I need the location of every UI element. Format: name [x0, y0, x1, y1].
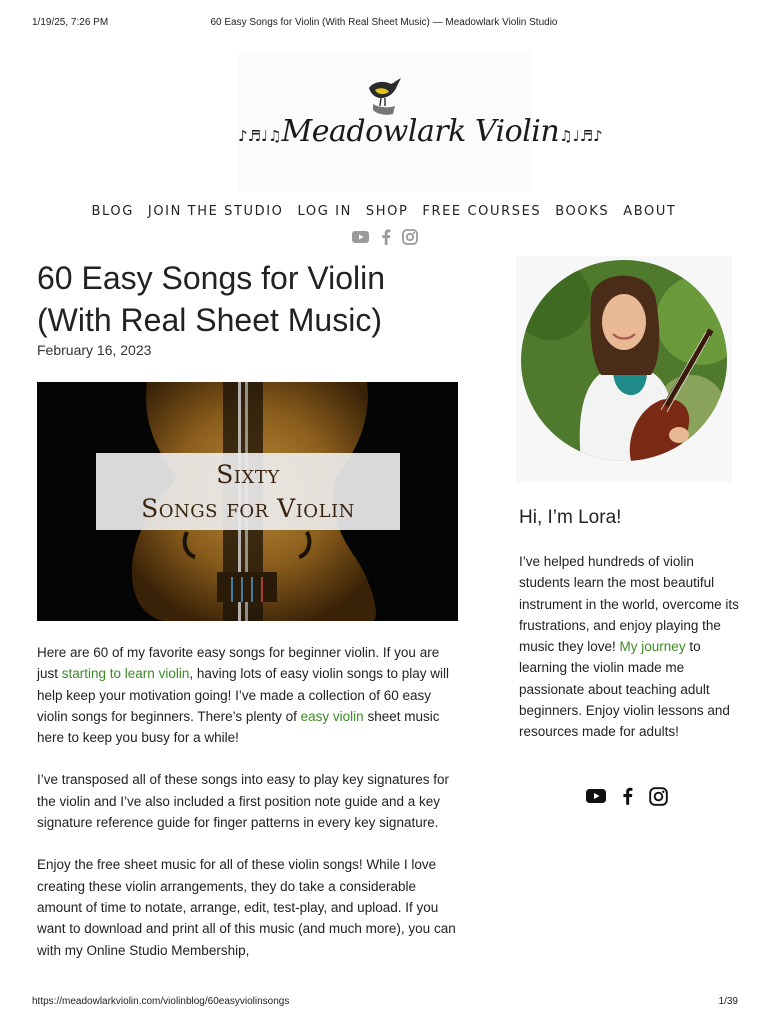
- logo-notes-left: ♪♬♩♫: [238, 127, 282, 145]
- main-nav: [0, 204, 768, 219]
- print-header: [0, 17, 768, 31]
- author-avatar: [521, 260, 727, 461]
- site-logo[interactable]: [238, 52, 603, 192]
- print-date: 1/19/25, 7:26 PM: [32, 17, 109, 28]
- nav-join-the-studio[interactable]: JOIN THE STUDIO: [147, 204, 284, 219]
- post-paragraph-1: Here are 60 of my favorite easy songs for beginner violin. If you are just starting to learn violin, having lots of easy violin songs to play will help keep your motivation going! I’ve made a collection of 60 easy violin songs for beginners. There’s plenty of easy violin sheet music here to keep you busy for a while!: [37, 645, 449, 746]
- sidebar-heading: Hi, I’m Lora!: [519, 507, 622, 528]
- hero-line-2: Songs for Violin: [141, 493, 355, 523]
- hero-image: [37, 382, 458, 621]
- post-paragraph-2: I’ve transposed all of these songs into easy to play key signatures for the violin and I’ve also included a first position note guide and a key signature reference guide for finger patterns in every key signature.: [37, 772, 449, 831]
- print-url: https://meadowlarkviolin.com/violinblog/60easyviolinsongs: [32, 996, 290, 1007]
- print-footer: [0, 996, 768, 1010]
- facebook-icon[interactable]: [622, 787, 633, 805]
- logo-text: [238, 114, 603, 149]
- youtube-icon[interactable]: [586, 789, 606, 803]
- post-date: February 16, 2023: [37, 342, 152, 358]
- author-photo: [521, 260, 727, 461]
- sidebar-bio: I’ve helped hundreds of violin students learn the most beautiful instrument in the world, overcome its frustrations, and enjoy playing the music they love! My journey to learning the violin made me passionate about teaching adult beginners. Enjoy violin lessons and resources made for adults!: [519, 554, 739, 740]
- link-my-journey[interactable]: My journey: [619, 639, 686, 655]
- nav-books[interactable]: BOOKS: [555, 204, 610, 219]
- print-doc-title: 60 Easy Songs for Violin (With Real Sheet Music) — Meadowlark Violin Studio: [210, 17, 558, 28]
- nav-free-courses[interactable]: FREE COURSES: [422, 204, 542, 219]
- link-starting-to-learn-violin[interactable]: starting to learn violin: [61, 666, 190, 682]
- print-page-number: 1/39: [718, 996, 738, 1007]
- sidebar-social-links: [586, 785, 668, 807]
- nav-social-links: [352, 227, 418, 247]
- hero-banner: [96, 453, 400, 530]
- nav-about[interactable]: ABOUT: [623, 204, 677, 219]
- youtube-icon[interactable]: [352, 231, 369, 243]
- facebook-icon[interactable]: [381, 229, 391, 245]
- instagram-icon[interactable]: [402, 229, 418, 245]
- meadowlark-bird-icon: [363, 70, 405, 118]
- nav-log-in[interactable]: LOG IN: [297, 204, 352, 219]
- hero-line-1: Sixty: [216, 459, 280, 489]
- logo-notes-right: ♫♩♬♪: [559, 127, 603, 145]
- logo-wordmark: Meadowlark Violin: [281, 114, 560, 149]
- nav-shop[interactable]: SHOP: [365, 204, 409, 219]
- post-paragraph-3: Enjoy the free sheet music for all of these violin songs! While I love creating these violin arrangements, they do take a considerable amount of time to notate, arrange, edit, test-play, and upload. If you want to download and print all of this music (and much more), you can with my Online Studio Membership,: [37, 857, 456, 958]
- nav-blog[interactable]: BLOG: [91, 204, 134, 219]
- post-body: [37, 642, 457, 982]
- instagram-icon[interactable]: [649, 787, 668, 806]
- post-title: 60 Easy Songs for Violin (With Real Sheet Music): [37, 260, 386, 338]
- link-easy-violin[interactable]: easy violin: [300, 708, 364, 724]
